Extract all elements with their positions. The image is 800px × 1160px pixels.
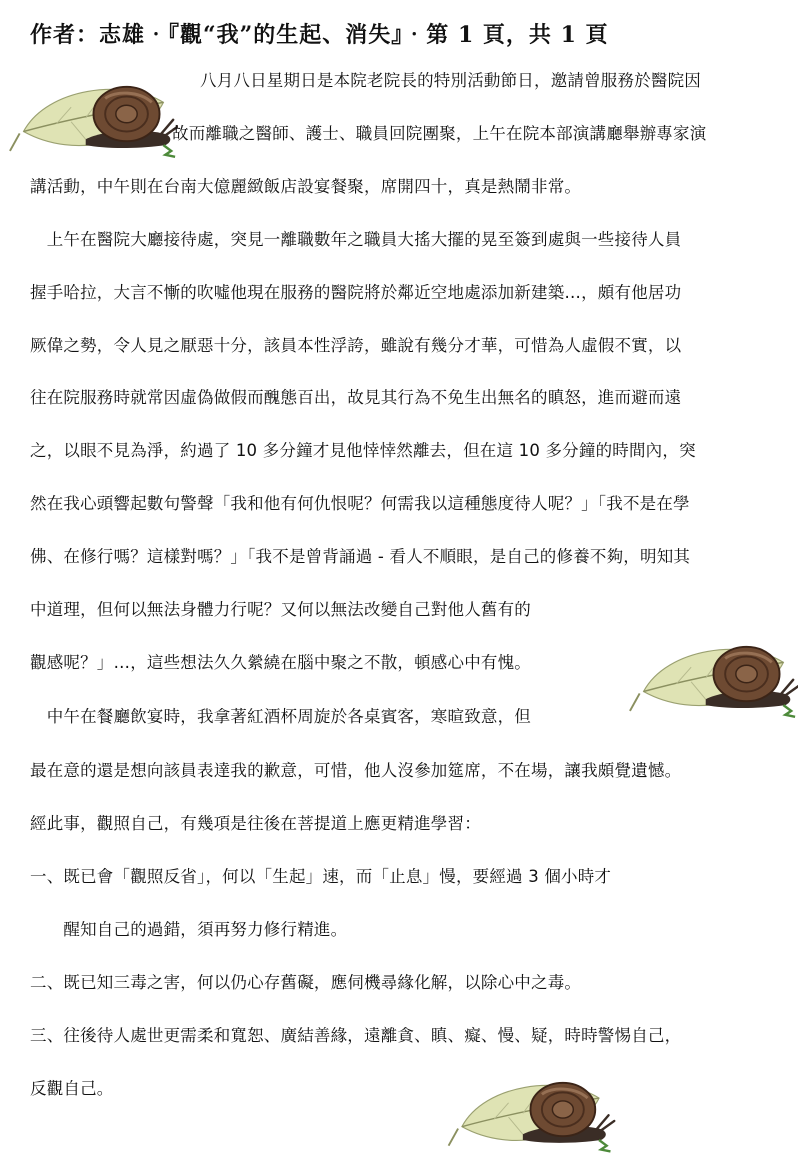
body-line-20: 反觀自己。 xyxy=(30,1079,114,1098)
body-line-16: 一、既已會「觀照反省」，何以「生起」速，而「止息」慢，要經過 3 個小時才 xyxy=(30,867,612,886)
body-line-5: 握手哈拉，大言不慚的吹噓他現在服務的醫院將於鄰近空地處添加新建築…，頗有他居功 xyxy=(30,283,682,302)
body-line-1: 八月八日星期日是本院老院長的特別活動節日，邀請曾服務於醫院因 xyxy=(200,71,701,90)
body-line-2: 故而離職之醫師、護士、職員回院團聚，上午在院本部演講廳舉辦專家演 xyxy=(172,124,707,143)
body-line-6: 厥偉之勢，令人見之厭惡十分，該員本性浮誇，雖說有幾分才華，可惜為人虛假不實，以 xyxy=(30,336,682,355)
body-line-13: 中午在餐廳飲宴時，我拿著紅酒杯周旋於各桌賓客，寒暄致意，但 xyxy=(30,707,531,726)
page-header: 作者：志雄‧『觀“我”的生起、消失』‧第 1 頁，共 1 頁 xyxy=(30,22,609,48)
body-line-4: 上午在醫院大廳接待處，突見一離職數年之職員大搖大擺的晃至簽到處與一些接待人員 xyxy=(30,230,682,249)
snail-leaf-illustration-middle xyxy=(628,622,798,727)
snail-leaf-illustration-top xyxy=(8,62,178,167)
body-line-9: 然在我心頭響起數句警聲「我和他有何仇恨呢？何需我以這種態度待人呢？」「我不是在學 xyxy=(30,494,690,513)
body-line-19: 三、往後待人處世更需柔和寬恕、廣結善緣，遠離貪、瞋、癡、慢、疑，時時警惕自己， xyxy=(30,1026,682,1045)
body-line-18: 二、既已知三毒之害，何以仍心存舊礙，應伺機尋緣化解，以除心中之毒。 xyxy=(30,973,582,992)
body-line-3: 講活動，中午則在台南大億麗緻飯店設宴餐聚，席開四十，真是熱鬧非常。 xyxy=(30,177,582,196)
snail-leaf-illustration-bottom xyxy=(440,1060,620,1160)
body-line-17: 醒知自己的過錯，須再努力修行精進。 xyxy=(30,920,348,939)
body-line-10: 佛、在修行嗎？這樣對嗎？」「我不是曾背誦過 - 看人不順眼，是自己的修養不夠，明知其 xyxy=(30,547,691,566)
body-line-11: 中道理，但何以無法身體力行呢？又何以無法改變自己對他人舊有的 xyxy=(30,600,531,619)
body-line-15: 經此事，觀照自己，有幾項是往後在菩提道上應更精進學習： xyxy=(30,814,481,833)
body-line-8: 之，以眼不見為淨，約過了 10 多分鐘才見他悻悻然離去，但在這 10 多分鐘的時間內，突 xyxy=(30,441,696,460)
body-line-14: 最在意的還是想向該員表達我的歉意，可惜，他人沒參加筵席，不在場，讓我頗覺遺憾。 xyxy=(30,761,682,780)
body-line-7: 往在院服務時就常因虛偽做假而醜態百出，故見其行為不免生出無名的瞋怒，進而避而遠 xyxy=(30,388,682,407)
body-line-12: 觀感呢？」…，這些想法久久縈繞在腦中聚之不散，頓感心中有愧。 xyxy=(30,653,531,672)
